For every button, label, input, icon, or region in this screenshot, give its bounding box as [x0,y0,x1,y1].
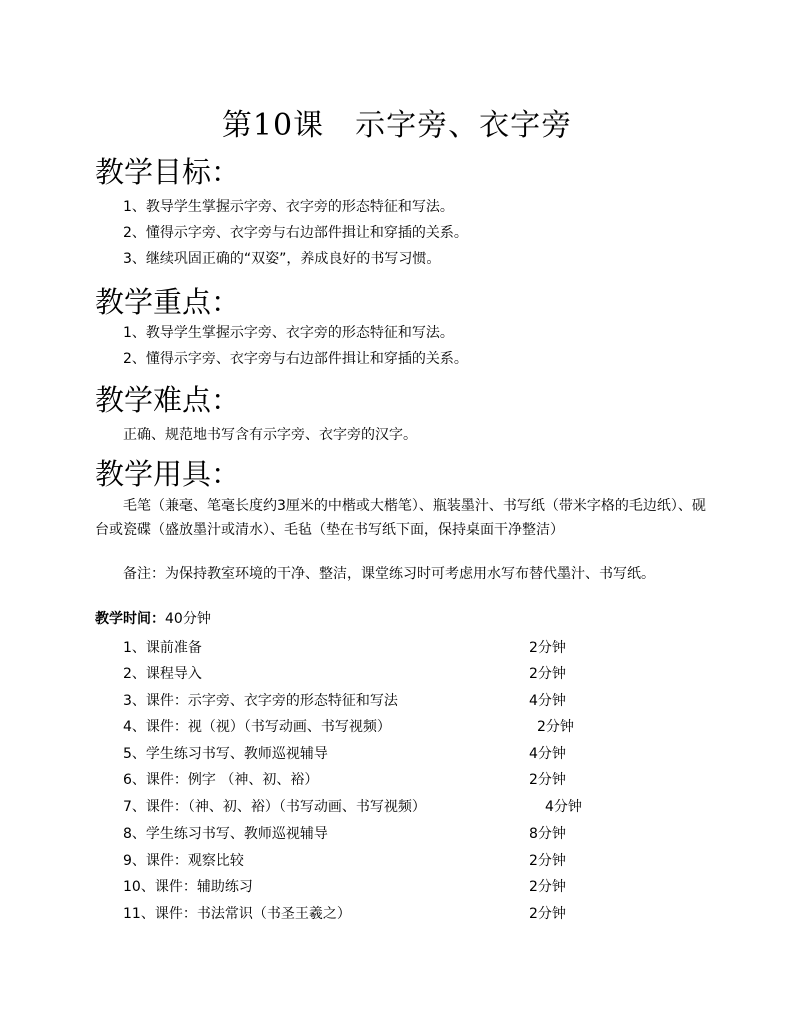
difficulties-heading: 教学难点： [95,383,241,417]
schedule-item: 5、学生练习书写、教师巡视辅导 [123,746,328,762]
schedule-duration: 2分钟 [537,719,574,735]
schedule-duration: 8分钟 [529,826,566,842]
key-points-heading: 教学重点： [95,285,241,319]
tools-paragraph: 毛笔（兼毫、笔毫长度约3厘米的中楷或大楷笔）、瓶装墨汁、书写纸（带米字格的毛边纸）、砚台或瓷碟（盛放墨汁或清水）、毛毡（垫在书写纸下面，保持桌面干净整洁） [95,498,706,538]
schedule-total: 40分钟 [165,611,211,627]
schedule-item: 6、课件：例字 （神、初、裕） [123,772,319,788]
schedule-duration: 2分钟 [529,666,566,682]
lesson-title: 第10课 示字旁、衣字旁 [221,108,573,143]
schedule-duration: 2分钟 [529,879,566,895]
schedule-item: 11、课件：书法常识（书圣王羲之） [123,906,351,922]
schedule-duration: 4分钟 [529,746,566,762]
schedule-label [95,608,211,628]
schedule-duration: 4分钟 [529,693,566,709]
schedule-duration: 2分钟 [529,853,566,869]
objectives-heading: 教学目标： [95,155,241,189]
objective-item: 2、懂得示字旁、衣字旁与右边部件揖让和穿插的关系。 [123,225,468,241]
schedule-item: 10、课件：辅助练习 [123,879,253,895]
schedule-item: 8、学生练习书写、教师巡视辅导 [123,826,328,842]
schedule-item: 3、课件：示字旁、衣字旁的形态特征和写法 [123,693,398,709]
schedule-duration: 4分钟 [545,799,582,815]
schedule-item: 1、课前准备 [123,640,202,656]
schedule-duration: 2分钟 [529,772,566,788]
objective-item: 3、继续巩固正确的“双姿”，养成良好的书写习惯。 [123,251,441,267]
tools-heading: 教学用具： [95,457,241,491]
schedule-duration: 2分钟 [529,640,566,656]
tools-note: 备注：为保持教室环境的干净、整洁，课堂练习时可考虑用水写布替代墨汁、书写纸。 [123,566,655,582]
schedule-item: 2、课程导入 [123,666,202,682]
schedule-duration: 2分钟 [529,906,566,922]
schedule-item: 9、课件：观察比较 [123,853,244,869]
difficulty-item: 正确、规范地书写含有示字旁、衣字旁的汉字。 [123,427,417,443]
key-point-item: 2、懂得示字旁、衣字旁与右边部件揖让和穿插的关系。 [123,351,468,367]
schedule-item: 7、课件：（神、初、裕）（书写动画、书写视频） [123,799,426,815]
schedule-item: 4、课件：视（视）（书写动画、书写视频） [123,719,391,735]
key-point-item: 1、教导学生掌握示字旁、衣字旁的形态特征和写法。 [123,325,454,341]
schedule-label-text: 教学时间： [95,611,165,627]
objective-item: 1、教导学生掌握示字旁、衣字旁的形态特征和写法。 [123,199,454,215]
